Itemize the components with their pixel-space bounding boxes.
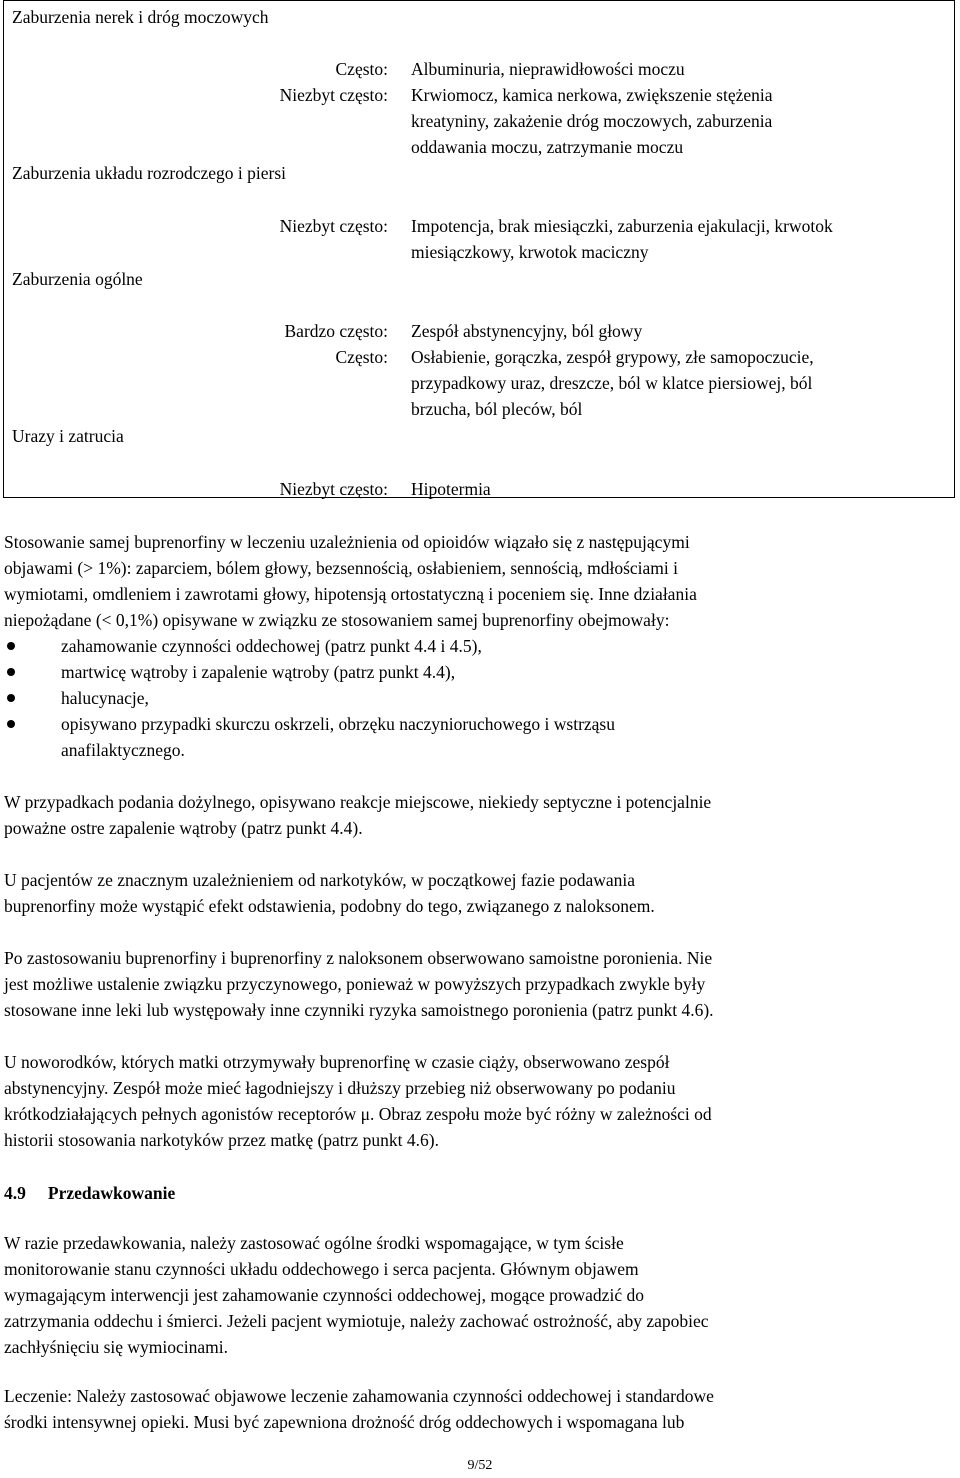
list-item: halucynacje, xyxy=(4,685,954,711)
effect-text: Albuminuria, nieprawidłowości moczu xyxy=(411,59,685,79)
list-item: martwicę wątroby i zapalenie wątroby (patrz punkt 4.4), xyxy=(4,659,954,685)
text-line: Po zastosowaniu buprenorfiny i buprenorfiny z naloksonem obserwowano samoistne poronienia. Nie xyxy=(4,948,713,968)
category-renal: Zaburzenia nerek i dróg moczowych xyxy=(12,7,269,27)
paragraph-neonates xyxy=(4,1049,954,1153)
bullet-icon xyxy=(7,694,15,702)
text-line: monitorowanie stanu czynności układu oddechowego i serca pacjenta. Głównym objawem xyxy=(4,1259,639,1279)
section-title: Przedawkowanie xyxy=(47,1183,176,1203)
bullet-icon xyxy=(7,720,15,728)
text-line: niepożądane (< 0,1%) opisywane w związku ze stosowaniem samej buprenorfiny obejmowały: xyxy=(4,610,670,630)
bullet-icon xyxy=(7,642,15,650)
effect-text: Krwiomocz, kamica nerkowa, zwiększenie stężenia xyxy=(411,85,773,105)
text-line: wymagającym interwencji jest zahamowanie czynności oddechowej, mogące prowadzić do xyxy=(4,1285,644,1305)
effect-text: miesiączkowy, krwotok maciczny xyxy=(411,242,649,262)
frequency-label: Często: xyxy=(335,59,388,79)
text-line: abstynencyjny. Zespół może mieć łagodniejszy i dłuższy przebieg niż obserwowany po podaniu xyxy=(4,1078,676,1098)
paragraph-overdose xyxy=(4,1230,954,1360)
bullet-icon xyxy=(7,668,15,676)
text-line: Leczenie: Należy zastosować objawowe leczenie zahamowania czynności oddechowej i standardowe xyxy=(4,1386,714,1406)
effect-text: Impotencja, brak miesiączki, zaburzenia ejakulacji, krwotok xyxy=(411,216,833,236)
text-line: krótkodziałających pełnych agonistów receptorów μ. Obraz zespołu może być różny w zależności od xyxy=(4,1104,712,1124)
paragraph-treatment xyxy=(4,1383,954,1435)
section-heading xyxy=(4,1180,175,1206)
text-line: U pacjentów ze znacznym uzależnieniem od narkotyków, w początkowej fazie podawania xyxy=(4,870,636,890)
bullet-list xyxy=(4,633,954,763)
effect-text: przypadkowy uraz, dreszcze, ból w klatce piersiowej, ból xyxy=(411,373,813,393)
text-line: buprenorfiny może wystąpić efekt odstawienia, podobny do tego, związanego z naloksonem. xyxy=(4,896,655,916)
list-item: opisywano przypadki skurczu oskrzeli, obrzęku naczynioruchowego i wstrząsu anafilaktycznego. xyxy=(4,711,954,763)
text-line: objawami (> 1%): zaparciem, bólem głowy, bezsennością, osłabieniem, sennością, mdłościami i xyxy=(4,558,679,578)
effect-text: kreatyniny, zakażenie dróg moczowych, zaburzenia xyxy=(411,111,773,131)
category-general: Zaburzenia ogólne xyxy=(12,269,143,289)
paragraph-abortion xyxy=(4,945,954,1023)
paragraph-withdrawal xyxy=(4,867,954,919)
effect-text: brzucha, ból pleców, ból xyxy=(411,399,583,419)
text-line: Stosowanie samej buprenorfiny w leczeniu uzależnienia od opioidów wiązało się z następującymi xyxy=(4,532,690,552)
paragraph-monotherapy xyxy=(4,529,954,633)
text-line: U noworodków, których matki otrzymywały buprenorfinę w czasie ciąży, obserwowano zespół xyxy=(4,1052,670,1072)
effect-text: Zespół abstynencyjny, ból głowy xyxy=(411,321,643,341)
section-number: 4.9 xyxy=(4,1183,26,1203)
text-line: poważne ostre zapalenie wątroby (patrz punkt 4.4). xyxy=(4,818,363,838)
text-line: środki intensywnej opieki. Musi być zapewniona drożność dróg oddechowych i wspomagana lub xyxy=(4,1412,685,1432)
frequency-label: Niezbyt często: xyxy=(279,85,388,105)
effect-text: Hipotermia xyxy=(411,479,491,499)
frequency-label: Niezbyt często: xyxy=(279,479,388,499)
text-line: W razie przedawkowania, należy zastosować ogólne środki wspomagające, w tym ścisłe xyxy=(4,1233,624,1253)
effect-text: oddawania moczu, zatrzymanie moczu xyxy=(411,137,684,157)
paragraph-intravenous xyxy=(4,789,954,841)
frequency-label: Bardzo często: xyxy=(284,321,388,341)
text-line: W przypadkach podania dożylnego, opisywano reakcje miejscowe, niekiedy septyczne i potencjalnie xyxy=(4,792,712,812)
text-line: zatrzymania oddechu i śmierci. Jeżeli pacjent wymiotuje, należy zachować ostrożność, aby zapobiec xyxy=(4,1311,709,1331)
frequency-label: Często: xyxy=(335,347,388,367)
category-reproductive: Zaburzenia układu rozrodczego i piersi xyxy=(12,163,287,183)
text-line: stosowane inne leki lub występowały inne czynniki ryzyka samoistnego poronienia (patrz punkt 4.6). xyxy=(4,1000,714,1020)
list-item: zahamowanie czynności oddechowej (patrz punkt 4.4 i 4.5), xyxy=(4,633,954,659)
effect-text: Osłabienie, gorączka, zespół grypowy, złe samopoczucie, xyxy=(411,347,814,367)
text-line: zachłyśnięciu się wymiocinami. xyxy=(4,1337,229,1357)
text-line: historii stosowania narkotyków przez matkę (patrz punkt 4.6). xyxy=(4,1130,439,1150)
page-number: 9/52 xyxy=(467,1458,493,1473)
text-line: jest możliwe ustalenie związku przyczynowego, ponieważ w powyższych przypadkach zwykle były xyxy=(4,974,706,994)
text-line: wymiotami, omdleniem i zawrotami głowy, hipotensją ortostatyczną i poceniem się. Inne działania xyxy=(4,584,697,604)
category-injuries: Urazy i zatrucia xyxy=(12,426,124,446)
frequency-label: Niezbyt często: xyxy=(279,216,388,236)
